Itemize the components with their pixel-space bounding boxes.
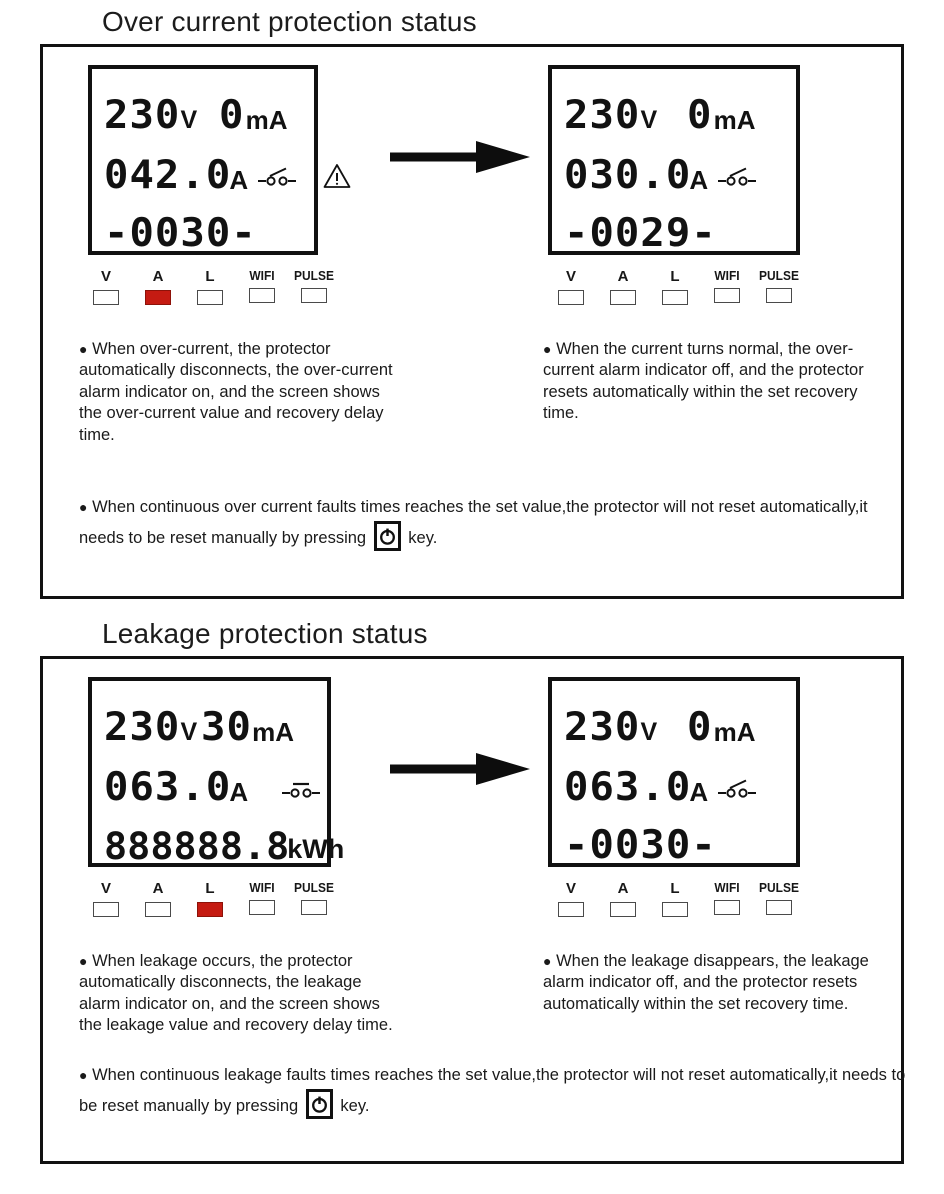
paragraph-over-current-manual-reset [79,495,899,551]
lcd-leakage-fault [88,677,345,868]
indicator-box-v [558,290,584,305]
indicator-box-l [662,902,688,917]
indicator-label-l: L [205,880,215,897]
switch-open-icon [708,779,757,807]
indicator-a[interactable] [132,881,184,917]
panel-leakage [40,656,904,1164]
indicator-box-wifi [714,288,740,303]
lcd-over-current-fault [88,65,318,255]
indicator-a[interactable] [597,269,649,305]
voltage-unit: V [180,718,198,746]
indicator-v[interactable] [80,269,132,305]
indicator-row-right [545,269,805,305]
indicator-a[interactable] [132,269,184,305]
indicator-l[interactable] [649,269,701,305]
lcd-line-timer [104,195,302,256]
power-key-icon[interactable] [374,521,401,551]
current-unit: A [689,165,709,195]
bullet-glyph: ● [79,341,88,357]
indicator-box-wifi [714,900,740,915]
section-over-current [0,6,944,599]
indicator-l[interactable] [184,269,236,305]
energy-unit: kWh [287,834,345,864]
paragraph-over-current-recovered [543,339,873,425]
indicator-wifi[interactable] [236,269,288,305]
bullet-glyph: ● [543,341,552,357]
section-title-leakage: Leakage protection status [102,618,428,649]
indicator-wifi[interactable] [701,269,753,305]
lcd-over-current-recovered [548,65,800,255]
indicator-box-l [197,290,223,305]
switch-open-icon [708,167,757,195]
indicator-label-wifi: WIFI [249,268,275,283]
voltage-value: 230 [104,93,181,138]
lcd-line-voltage-leakage [564,77,784,138]
voltage-unit: V [180,106,198,134]
indicator-box-pulse [766,900,792,915]
indicator-pulse[interactable] [288,881,340,917]
indicator-label-pulse: PULSE [294,880,334,895]
current-value: 063.0 [564,765,692,810]
indicator-box-l [662,290,688,305]
bullet-glyph: ● [79,953,88,969]
indicator-row-right [545,881,805,917]
indicator-box-wifi [249,288,275,303]
leakage-unit: mA [713,717,756,747]
bullet-glyph: ● [79,1067,88,1083]
leakage-value: 0 [687,705,713,750]
indicator-label-a: A [152,880,164,897]
indicator-label-pulse: PULSE [294,268,334,283]
energy-value: 888888.8 [104,825,290,868]
indicator-pulse[interactable] [753,881,805,917]
switch-closed-icon [272,779,321,807]
indicator-box-wifi [249,900,275,915]
indicator-label-l: L [205,268,215,285]
indicator-label-v: V [100,268,111,285]
display-group-leakage-recovered [548,677,805,917]
indicator-pulse[interactable] [288,269,340,305]
paragraph-text-tail: key. [408,528,438,547]
indicator-a[interactable] [597,881,649,917]
indicator-label-a: A [617,268,629,285]
indicator-box-a [610,902,636,917]
panel-over-current [40,44,904,599]
display-group-over-current-recovered [548,65,805,305]
display-group-leakage-fault [88,677,345,917]
paragraph-leakage-fault [79,951,399,1037]
lcd-line-voltage-leakage [104,77,302,138]
indicator-v[interactable] [545,269,597,305]
indicator-label-wifi: WIFI [249,880,275,895]
bullet-glyph: ● [79,499,88,515]
leakage-value: 30 [201,705,253,750]
paragraph-text: When the current turns normal, the over-current alarm indicator off, and the protector resets automatically within the set recovery time. [543,340,864,423]
paragraph-leakage-recovered [543,951,873,1015]
indicator-label-wifi: WIFI [714,880,740,895]
indicator-box-v [93,902,119,917]
indicator-box-v [558,902,584,917]
leakage-unit: mA [252,717,295,747]
current-value: 042.0 [104,153,232,198]
current-unit: A [229,777,249,807]
lcd-line-current [104,747,315,810]
bullet-glyph: ● [543,953,552,969]
right-arrow-icon [388,137,538,177]
indicator-box-a [145,290,171,305]
indicator-label-a: A [152,268,164,285]
lcd-line-energy [104,807,345,868]
paragraph-leakage-manual-reset [79,1063,907,1119]
power-key-icon[interactable] [306,1089,333,1119]
leakage-value: 0 [687,93,713,138]
paragraph-text-tail: key. [340,1096,370,1115]
voltage-unit: V [640,718,658,746]
recovery-timer-value: -0029- [564,211,717,256]
current-value: 030.0 [564,153,692,198]
lcd-line-voltage-leakage [564,689,784,750]
indicator-label-v: V [100,880,111,897]
indicator-pulse[interactable] [753,269,805,305]
indicator-row-left [80,269,340,305]
indicator-label-a: A [617,880,629,897]
indicator-label-wifi: WIFI [714,268,740,283]
paragraph-text: When over-current, the protector automatically disconnects, the over-current alarm indicator on, and the screen shows the over-current value and recovery delay time. [79,340,393,444]
leakage-unit: mA [245,105,288,135]
paragraph-text: When continuous leakage faults times reaches the set value,the protector will not reset automatically,it needs to be reset manually by pressing [79,1066,906,1115]
leakage-value: 0 [219,93,245,138]
indicator-label-l: L [670,268,680,285]
current-value: 063.0 [104,765,232,810]
indicator-box-pulse [301,288,327,303]
indicator-box-a [610,290,636,305]
indicator-v[interactable] [80,881,132,917]
paragraph-text: When leakage occurs, the protector automatically disconnects, the leakage alarm indicator on, and the screen shows the leakage value and recovery delay time. [79,952,393,1035]
recovery-timer-value: -0030- [104,211,257,256]
indicator-box-l [197,902,223,917]
voltage-value: 230 [104,705,181,750]
indicator-v[interactable] [545,881,597,917]
indicator-box-pulse [766,288,792,303]
lcd-line-current [564,747,784,810]
current-unit: A [229,165,249,195]
indicator-label-l: L [670,880,680,897]
lcd-line-current [104,135,302,198]
indicator-wifi[interactable] [701,881,753,917]
indicator-l[interactable] [649,881,701,917]
indicator-box-v [93,290,119,305]
indicator-box-pulse [301,900,327,915]
warning-triangle-icon [297,163,351,195]
indicator-box-a [145,902,171,917]
lcd-line-timer [564,195,784,256]
indicator-label-v: V [565,268,576,285]
indicator-label-v: V [565,880,576,897]
indicator-label-pulse: PULSE [759,268,799,283]
section-title-over-current: Over current protection status [102,6,477,37]
voltage-unit: V [640,106,658,134]
paragraph-text: When the leakage disappears, the leakage alarm indicator off, and the protector resets automatically within the set recovery time. [543,952,869,1013]
lcd-line-current [564,135,784,198]
lcd-line-timer [564,807,784,868]
indicator-label-pulse: PULSE [759,880,799,895]
indicator-wifi[interactable] [236,881,288,917]
lcd-line-voltage-leakage [104,689,315,750]
paragraph-text: When continuous over current faults times reaches the set value,the protector will not reset automatically,it needs to be reset manually by pressing [79,498,868,547]
indicator-row-left [80,881,340,917]
leakage-unit: mA [713,105,756,135]
voltage-value: 230 [564,93,641,138]
switch-open-icon [248,167,297,195]
lcd-leakage-recovered [548,677,800,867]
current-unit: A [689,777,709,807]
indicator-l[interactable] [184,881,236,917]
right-arrow-icon [388,749,538,789]
section-leakage [0,618,944,1164]
recovery-timer-value: -0030- [564,823,717,868]
display-group-over-current-fault [88,65,340,305]
voltage-value: 230 [564,705,641,750]
paragraph-over-current-fault [79,339,395,446]
